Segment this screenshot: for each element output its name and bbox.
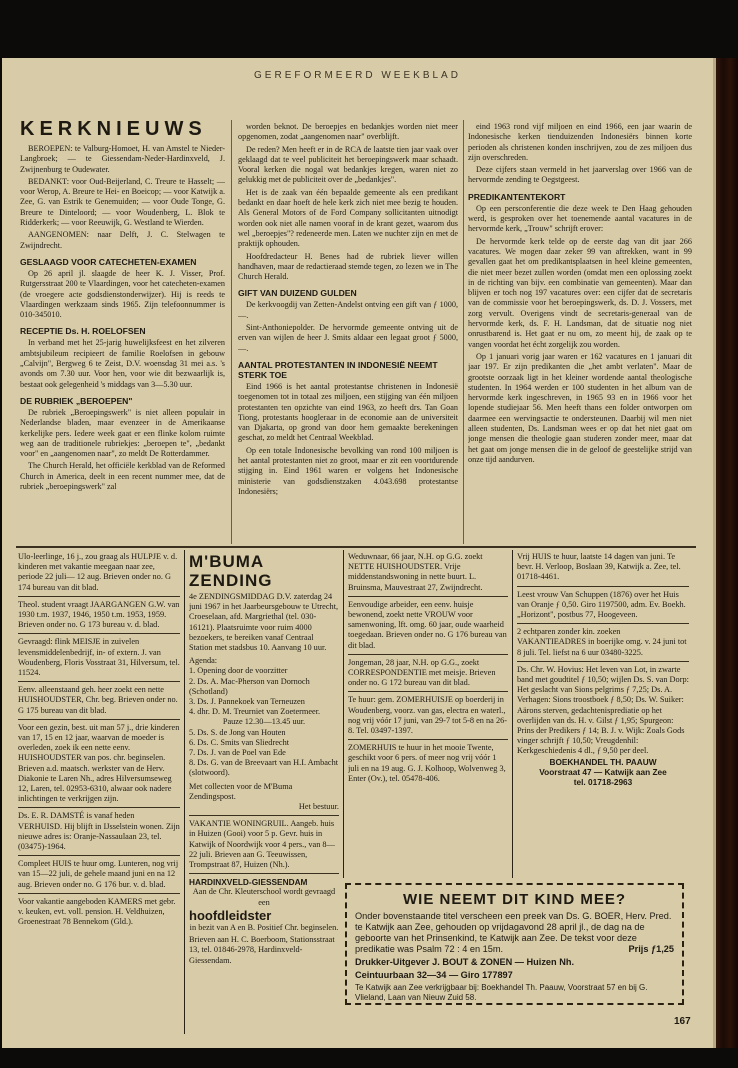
kerknieuws-bedankt: BEDANKT: voor Oud-Beijerland, C. Treure te Hasselt; — voor Werop, A. Breure te Hei- en Boeicop; — voor Katwijk a. Zee, G. van Estrik te Genemuiden; — voor Oude Tonge, G. Breure te Dinteloord; — voor Woudenberg, L. Blok te Ridderkerk; — voor Reeuwijk, G. Westland te Wierden. <box>20 176 225 228</box>
article-paragraph: eind 1963 rond vijf miljoen en eind 1966, een jaar waarin de Indonesische kerken tienduizenden Indonesiërs binnen korte perioden als christenen konden inschrijven, zou de zes miljoen dus zijn overschreden. <box>468 122 692 162</box>
article-paragraph: Het is de zaak van één bepaalde gemeente als een predikant bedankt en daar hoeft de hele kerk zich niet mee bezig te houden. Als General Motors of de Ford Company sollicitanten uitnodigt worden ook niet alle namen vooraf in de krant gezet, waarom dus wel „beroepjes"? redeneerde men. Laten we nuchter zijn en met de praktijk ophouden. <box>238 187 458 249</box>
section-heading: DE RUBRIEK „BEROEPEN" <box>20 395 133 406</box>
ad-divider <box>343 550 344 878</box>
ads-column-2 <box>189 552 339 1042</box>
ads-column-4 <box>517 552 689 878</box>
hardinxveld-ad <box>189 877 339 968</box>
article-paragraph: De kerkvoogdij van Zetten-Andelst ontving een gift van ƒ 1000,—. <box>238 300 458 320</box>
page-edge <box>713 58 716 1048</box>
article-paragraph: In verband met het 25-jarig huwelijksfeest en het zilveren ambtsjubileum recipieert de familie Roelofsen in gebouw „Calvijn", Bergweg 6 te Zeist, D.V. woensdag 31 mei a.s. 's avonds om 7.30 uur. Voor hen, voor wie dit bezwaarlijk is, bestaat ook gelegenheid 's middags van 3—5.30 uur. <box>20 338 225 389</box>
hardinxveld-line: Brieven aan H. C. Boerboom, Stationsstraat 13, tel. 01846-2978, Hardinxveld-Giessendam. <box>189 935 335 965</box>
agenda-item: 1. Opening door de voorzitter <box>189 666 288 676</box>
section-heading: GIFT VAN DUIZEND GULDEN <box>238 288 357 299</box>
wie-neemt-body <box>355 911 674 955</box>
wie-neemt-footer: Te Katwijk aan Zee verkrijgbaar bij: Boekhandel Th. Paauw, Voorstraat 57 en bij G. Vlieland, Laan van Nieuw Zuid 58. <box>355 983 648 1002</box>
agenda-item: 6. Ds. C. Smits van Sliedrecht <box>189 737 290 747</box>
section-heading: PREDIKANTENTEKORT <box>468 191 566 202</box>
wie-neemt-ad <box>345 883 684 1005</box>
classified-ad: Vrij HUIS te huur, laatste 14 dagen van juni. Te bevr. H. Verloop, Boslaan 39, Katwijk a. Zee, tel. 01718-4461. <box>517 552 689 587</box>
ad-divider <box>512 550 513 878</box>
kerknieuws-aangenomen: AANGENOMEN: naar Delft, J. C. Stelwagen te Zwijndrecht. <box>20 230 225 250</box>
section-heading: GESLAAGD VOOR CATECHETEN-EXAMEN <box>20 256 197 267</box>
mbuma-ad <box>189 552 339 816</box>
publisher-address: Ceintuurbaan 32—34 — Giro 177897 <box>355 970 513 980</box>
article-paragraph: Deze cijfers staan vermeld in het jaarverslag over 1966 van de hervormde zending te Oegstgeest. <box>468 165 692 185</box>
classified-ad: Voor vakantie aangeboden KAMERS met gebr. v. keuken, evt. voll. pension. H. Veldhuizen, Groenestraat 78 Bennekom (Gld.). <box>18 896 176 927</box>
boekhandel-address: Voorstraat 47 — Katwijk aan Zee <box>539 766 667 777</box>
magazine-page <box>2 58 713 1048</box>
classified-ad: Eenv. alleenstaand geh. heer zoekt een nette HUISHOUDSTER, Chr. beg. Brieven onder no. G 175 bureau van dit blad. <box>18 685 180 720</box>
mbuma-title: M'BUMA ZENDING <box>189 552 273 590</box>
agenda-item: 5. Ds. S. de Jong van Houten <box>189 727 286 737</box>
article-paragraph: De reden? Men heeft er in de RCA de laatste tien jaar vaak over geklaagd dat te veel publiciteit het beroepingswerk maar schaadt. Vooral kerken die nogal wat bedankjes kregen, waren niet zo gelukkig met de publiciteit over de „bedankjes". <box>238 144 458 185</box>
article-paragraph: Eind 1966 is het aantal protestantse christenen in Indonesië toegenomen tot in totaal zes miljoen, een stijging van één miljoen protestanten ten opzichte van eind 1963, zo heeft drs. Tan Goan Tiong, protestants hoogleraar in de economie aan de universiteit van Djakarta, op grond van door hem gemaakte berekeningen geschat, zo meldt het Centraal Weekblad. <box>238 381 458 443</box>
agenda-item: 7. Ds. J. van de Poel van Ede <box>189 748 286 758</box>
mbuma-collect: Met collecten voor de M'Buma Zendingspost. <box>189 781 293 801</box>
article-paragraph: Op 1 januari vorig jaar waren er 162 vacatures en 1 januari dit jaar 197. Er zijn predikanten die „het ambt verlaten". Maar de grootste oorzaak ligt in het kleiner wordende aantal theologische studenten. In 1964 werden er 100 studenten in het album van de hervormde kerk ingeschreven, in 1965 93 en in 1966 voor het lopende studiejaar 56. Men heeft thans een folder ontworpen om daarmee een wervingsactie te ondersteunen. Daarbij wil men niet alleen studenten, Ds. Landsman wees er op dat het niet gaat om jonge mensen die theologie gaan studeren zonder meer, maar dat het gaat om jonge mensen die in de geloof de geestelijke strijd van onze tijd aandurven. <box>468 351 692 464</box>
article-paragraph: Op een persconferentie die deze week te Den Haag gehouden werd, is gesproken over het toenemende aantal vacatures in de hervormde kerk, „Trouw" schrijft erover: <box>468 203 692 234</box>
article-paragraph: Sint-Anthoniepolder. De hervormde gemeente ontving uit de erven van wijlen de heer J. Smits aldaar een legaat groot ƒ 5000,—. <box>238 323 458 353</box>
agenda-item: 2. Ds. A. Mac-Pherson van Dornoch (Schotland) <box>189 676 310 696</box>
section-heading: RECEPTIE Ds. H. ROELOFSEN <box>20 326 146 337</box>
classified-ad: Leest vrouw Van Schuppen (1876) over het Huis van Oranje ƒ 0,50. Giro 1197500, adm. Ev. Boekh. „Horizont", postbus 77, Hoogeveen. <box>517 590 689 625</box>
kerknieuws-column <box>20 118 225 546</box>
classified-ad: Ds. E. R. DAMSTÉ is vanaf heden VERHUISD. Hij blijft in IJsselstein wonen. Zijn nieuwe adres is: Oranje-Nassaulaan 23, tel. (03475)-1964. <box>18 811 180 856</box>
classified-ad: Voor een gezin, best. uit man 57 j., drie kinderen van 17, 15 en 12 jaar, waarvan de moeder is overleden, zoek ik een nette eenv. HUISHOUDSTER van pos. chr. beginselen. Brieven a.d. maatsch. werkster van de Herv. Diakonie te Laren Nh., adres Hilversumseweg 12, Laren, tel. 02953-6310, alwaar ook nadere inlichtingen te verkrijgen zijn. <box>18 723 180 809</box>
section-heading: AANTAL PROTESTANTEN IN INDONESIË NEEMT STERK TOE <box>238 359 438 380</box>
column-divider <box>231 120 232 544</box>
article-paragraph: Op een totale Indonesische bevolking van rond 100 miljoen is het aantal protestanten niet zo groot, maar er zit een voortdurende stijging in. Eind 1961 waren er volgens het Indonesische ministerie van godsdienstzaken 4.043.698 protestantse Indonesiërs; <box>238 445 458 496</box>
hardinxveld-line: Aan de Chr. Kleuterschool wordt gevraagd een <box>192 887 336 907</box>
publisher-line: Drukker-Uitgever J. BOUT & ZONEN — Huizen Nh. <box>355 957 575 967</box>
ads-separator <box>16 546 696 548</box>
binding-spine <box>713 58 738 1048</box>
hardinxveld-title: HARDINXVELD-GIESSENDAM <box>189 877 308 888</box>
agenda-pause: Pauze 12.30—13.45 uur. <box>222 717 306 727</box>
agenda-item: 3. Ds. J. Pannekoek van Terneuzen <box>189 697 305 707</box>
agenda-item: 4. dhr. D. M. Treurniet van Zoetermeer. <box>189 707 321 717</box>
ad-divider <box>184 550 185 1034</box>
ads-column-3 <box>348 552 508 878</box>
wie-neemt-price: Prijs ƒ1,25 <box>628 944 674 954</box>
mbuma-intro: 4e ZENDINGSMIDDAG D.V. zaterdag 24 juni 1967 in het Jaarbeursgebouw te Utrecht, Croeselaan, afd. Margriethal (tel. 030-16121). Plaatsruimte voor ruim 4000 bezoekers, te bereiken vanaf Centraal Station met stadsbus 10. Aanvang 10 uur. <box>189 592 339 653</box>
article-paragraph: Hoofdredacteur H. Benes had de rubriek liever willen handhaven, maar de redactieraad stemde tegen, zo lezen we in The Church Herald. <box>238 251 458 282</box>
hoofdleidster-heading: hoofdleidster <box>189 907 272 923</box>
classified-ad: Te huur: gem. ZOMERHUISJE op boerderij in Woudenberg, voorz. van gas, electra en waterl., nog vrij vóór 17 juni, van 29-7 tot 5-8 en na 26-8. Tel. 03497-1397. <box>348 695 508 740</box>
article-paragraph: The Church Herald, het officiële kerkblad van de Reformed Church in America, deelt in een recent nummer mee, dat de rubriek „beroepingswerk" zal <box>20 461 225 492</box>
kerknieuws-beroepen: BEROEPEN: te Valburg-Homoet, H. van Amstel te Nieder-Langbroek; — te Giessendam-Neder-Hardinxveld, J. Zwijnenburg te Oudewater. <box>20 144 225 174</box>
book-ad <box>517 665 689 790</box>
article-paragraph: worden beknot. De beroepjes en bedankjes worden niet meer opgenomen, zodat „aangenomen naar" overblijft. <box>238 122 458 142</box>
article-paragraph: De hervormde kerk telde op de eerste dag van dit jaar 266 vacatures. We mogen daar zeker 99 van aftrekken, want in 99 gevallen gaat het om predikantsplaatsen in heel kleine gemeenten, die niet meer bezet zullen worden (omdat men een oplossing zoekt in de richting van bijv. een combinatie van gemeenten). Maar dan blijven er toch nog 197 vacatures over: een cijfer dat de secretaris van de commissie voor het beroepingswerk, ds. D. J. Vossers, met zorg vervult. Overigens vindt de secretaris-generaal van de hervormde kerk, ds. F. H. Landsman, dat de situatie nog niet onrustbarend is. Het gaat er nu om, zo meent hij, de zaak op te vangen voordat het écht zorgelijk zou worden. <box>468 236 692 349</box>
classified-ad: Weduwnaar, 66 jaar, N.H. op G.G. zoekt NETTE HUISHOUDSTER. Vrije middenstandswoning in nette buurt. L. Bruinsma, Mauvestraat 27, Zwijndrecht. <box>348 552 508 597</box>
ads-column-1 <box>18 552 180 1042</box>
classified-ad: Theol. student vraagt JAARGANGEN G.W. van 1930 t.m. 1937, 1946, 1950 t.m. 1953, 1959. Brieven onder no. G 173 bureau v. d. blad. <box>18 600 180 635</box>
running-head: GEREFORMEERD WEEKBLAD <box>254 70 461 81</box>
mbuma-signature: Het bestuur. <box>298 802 339 812</box>
classified-ad: Gevraagd: flink MEISJE in zuivelen levensmiddelenbedrijf, in- of extern. J. van Woudenberg, Floris Vosstraat 31, Hilversum, tel. 11524. <box>18 637 180 682</box>
column-divider <box>463 120 464 544</box>
boekhandel-name: BOEKHANDEL TH. PAAUW <box>549 756 657 767</box>
article-column-3 <box>468 122 692 546</box>
kerknieuws-title: KERKNIEUWS <box>20 118 207 140</box>
wie-neemt-text: Onder bovenstaande titel verscheen een preek van Ds. G. BOER, Herv. Pred. te Katwijk aan Zee, gehouden op vrijdagavond 28 april jl., de dag na de geboorte van het Prinsenkind, te Katwijk aan Zee. De tekst voor deze predikatie was Psalm 72 : 4 en 15m. <box>355 911 672 954</box>
classified-ad: ZOMERHUIS te huur in het mooie Twente, geschikt voor 6 pers. of meer nog vrij vóór 1 juli en na 19 aug. G. J. Kolhoop, Wolvenweg 3, Enter (Ov.), tel. 05478-406. <box>348 743 506 783</box>
wie-neemt-title: WIE NEEMT DIT KIND MEE? <box>403 891 626 908</box>
classified-ad: Ulo-leerlinge, 16 j., zou graag als HULPJE v. d. kinderen met vakantie meegaan naar zee, periode 22 juli— 12 aug. Brieven onder no. G 174 bureau van dit blad. <box>18 552 180 597</box>
classified-ad: Compleet HUIS te huur omg. Lunteren, nog vrij van 15—22 juli, de gehele maand juni en na 12 aug. Brieven onder no. G 176 bur. v. d. blad. <box>18 859 180 894</box>
classified-ad: Eenvoudige arbeider, een eenv. huisje bewonend, zoekt nette VROUW voor samenwoning, lft. omg. 60 jaar, oude waarheid toegedaan. Brieven onder no. G 176 bureau van dit blad. <box>348 600 508 655</box>
classified-ad: Jongeman, 28 jaar, N.H. op G.G., zoekt CORRESPONDENTIE met meisje. Brieven onder no. G 172 bureau van dit blad. <box>348 658 508 693</box>
book-list: Ds. Chr. W. Hovius: Het leven van Lot, in zwarte band met goudtitel ƒ 10,50; wijlen Ds. S. van Dorp: Het geslacht van Sions pelgrims ƒ 7,25; Ds. A. Verhagen: Sions troostboek ƒ 8,50; Ds. W. Suiker: Aärons sterven, gedachtenisprediatie op het overlijden van ds. H. v. Gilst ƒ 1,95; Spurgeon: Prins der Predikers ƒ 14; B. J. v. Wijk: Zoals Gods vinger schrijft ƒ 10,50; Vreugdenhil: Kerkgeschiedenis 4 dl., ƒ 9,50 per deel. <box>517 664 689 756</box>
agenda-item: 8. Ds. G. van de Breevaart van H.I. Ambacht (slotwoord). <box>189 758 339 778</box>
article-paragraph: De rubriek „Beroepingswerk" is niet alleen populair in Nederlandse bladen, maar evenzeer in de Amerikaanse kerkelijke pers. Iedere week gaat er een flinke kolom ruimte weg aan de traditionele rubriekjes: „beroepen te", „bedankt voor" en „aangenomen naar", zo meldt De Rotterdammer. <box>20 407 225 459</box>
article-column-2 <box>238 122 458 546</box>
page-number: 167 <box>674 1016 691 1027</box>
article-paragraph: Op 26 april jl. slaagde de heer K. J. Visser, Prof. Rutgersstraat 200 te Vlaardingen, voor het catecheten-examen (de vroegere acte godsdienstonderwijzer). Hij is reeds te Vlaardingen werkzaam sinds 1965. Zijn telefoonnummer is 010-345010. <box>20 268 225 320</box>
vakantie-woningruil-ad: VAKANTIE WONINGRUIL. Aangeb. huis in Huizen (Gooi) voor 5 p. Gevr. huis in Katwijk of Noordwijk voor 4 pers., van 8—22 juli. Brieven aan G. Teeuwissen, Trompstraat 87, Huizen (Nh.). <box>189 819 339 874</box>
boekhandel-phone: tel. 01718-2963 <box>573 777 633 788</box>
mbuma-agenda-label: Agenda: <box>189 656 218 666</box>
classified-ad: 2 echtparen zonder kin. zoeken VAKANTIEADRES in boerijke omg. v. 24 juni tot 8 juli. Tel. liefst na 6 uur 03480-3225. <box>517 627 689 662</box>
hardinxveld-line: in bezit van A en B. Positief Chr. beginselen. <box>189 922 339 932</box>
